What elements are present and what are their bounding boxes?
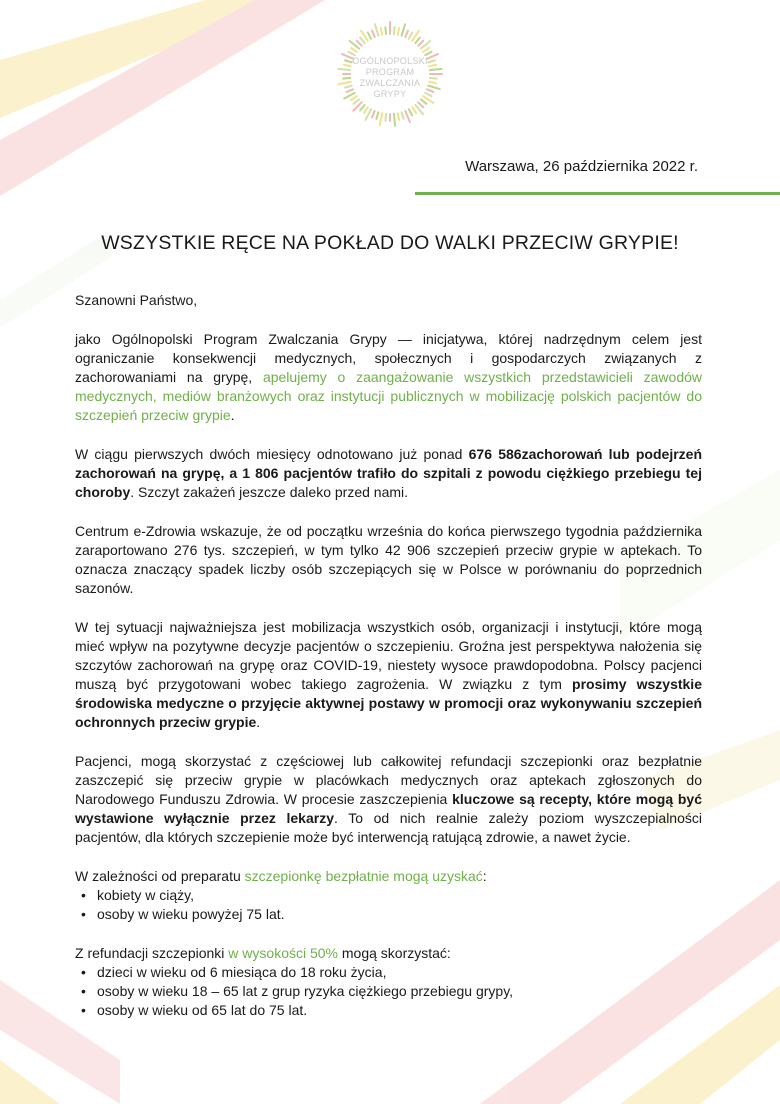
paragraph-7-text: Z refundacji szczepionki (75, 945, 229, 961)
program-logo (334, 18, 446, 130)
paragraph-5-end: . To od nich realnie zależy poziom wyszczepialności pacjentów, dla których szczepienie może być interwencją ratującą zdrowie, a nawet życie. (75, 810, 702, 845)
paragraph-5-key: kluczowe są recepty, które mogą być wystawione wyłącznie przez lekarzy (75, 791, 702, 826)
logo-line-4: GRYPY (373, 89, 407, 99)
paragraph-2-text: W ciągu pierwszych dwóch miesięcy odnotowano już ponad (75, 446, 469, 462)
letter-body (75, 291, 702, 1020)
free-vaccine-list (75, 886, 702, 924)
logo-line-2: PROGRAM (365, 67, 415, 77)
logo-line-1: OGÓLNOPOLSKI (352, 56, 428, 66)
list-item: • osoby w wieku powyżej 75 lat. (75, 905, 702, 924)
paragraph-6 (75, 867, 702, 886)
paragraph-5 (75, 752, 702, 847)
list-item: • osoby w wieku od 65 lat do 75 lat. (75, 1001, 702, 1020)
paragraph-1-end: . (230, 407, 235, 423)
paragraph-7-end: mogą skorzystać: (338, 945, 451, 961)
greeting: Szanowni Państwo, (75, 292, 198, 308)
paragraph-6-text: W zależności od preparatu (75, 868, 245, 884)
paragraph-5-text: Pacjenci, mogą skorzystać z częściowej lub całkowitej refundacji szczepionki oraz bezpłatnie zaszczepić się przeciw grypie w placówkach medycznych oraz aptekach zgłoszonych do Narodowego Funduszu Zdrowia. W procesie zaszczepienia (75, 753, 702, 807)
paragraph-6-highlight: szczepionkę bezpłatnie mogą uzyskać (244, 868, 483, 884)
paragraph-1-text: jako Ogólnopolski Program Zwalczania Grypy — inicjatywa, której nadrzędnym celem jest ograniczanie konsekwencji medycznych, społecznych i gospodarczych związanych z zachorowaniami na grypę, (75, 331, 702, 385)
paragraph-2-end: . Szczyt zakażeń jeszcze daleko przed nami. (130, 484, 409, 500)
refund-list (75, 963, 702, 1020)
document-title: WSZYSTKIE RĘCE NA POKŁAD DO WALKI PRZECIW GRYPIE! (101, 232, 679, 254)
paragraph-7-highlight: w wysokości 50% (228, 945, 338, 961)
paragraph-4-text: W tej sytuacji najważniejsza jest mobilizacja wszystkich osób, organizacji i instytucji, które mogą mieć wpływ na pozytywne decyzje pacjentów o szczepieniu. Groźna jest perspektywa nałożenia się szczytów zachorowań na grypę oraz COVID-19, niestety wysoce prawdopodobna. Polscy pacjenci muszą być przygotowani wobec takiego zagrożenia. W związku z tym (75, 619, 702, 692)
list-item: • osoby w wieku 18 – 65 lat z grup ryzyka ciężkiego przebiegu grypy, (75, 982, 702, 1001)
paragraph-2-stats: 676 586zachorowań lub podejrzeń zachorowań na grypę, a 1 806 pacjentów trafiło do szpitali z powodu ciężkiego przebiegu tej choroby (75, 446, 702, 500)
paragraph-1-appeal: apelujemy o zaangażowanie wszystkich przedstawicieli zawodów medycznych, mediów branżowych oraz instytucji publicznych w mobilizację polskich pacjentów do szczepień przeciw grypie (75, 369, 702, 423)
paragraph-6-end: : (482, 868, 487, 884)
logo-text (334, 56, 446, 100)
paragraph-4-request: prosimy wszystkie środowiska medyczne o przyjęcie aktywnej postawy w promocji oraz wykonywaniu szczepień ochronnych przeciw grypie (75, 676, 702, 730)
paragraph-4-end: . (256, 714, 261, 730)
paragraph-2 (75, 445, 702, 502)
paragraph-7 (75, 944, 702, 963)
list-item: • kobiety w ciąży, (75, 886, 702, 905)
list-item: • dzieci w wieku od 6 miesiąca do 18 roku życia, (75, 963, 702, 982)
paragraph-3: Centrum e-Zdrowia wskazuje, że od początku września do końca pierwszego tygodnia października zaraportowano 276 tys. szczepień, w tym tylko 42 906 szczepień przeciw grypie w aptekach. To oznacza znaczący spadek liczby osób szczepiących się w Polsce w porównaniu do poprzednich sazonów. (75, 523, 702, 596)
paragraph-4 (75, 618, 702, 732)
logo-line-3: ZWALCZANIA (359, 78, 421, 88)
document-date: Warszawa, 26 października 2022 r. (465, 158, 698, 175)
paragraph-1 (75, 330, 702, 425)
header-divider (415, 192, 780, 195)
